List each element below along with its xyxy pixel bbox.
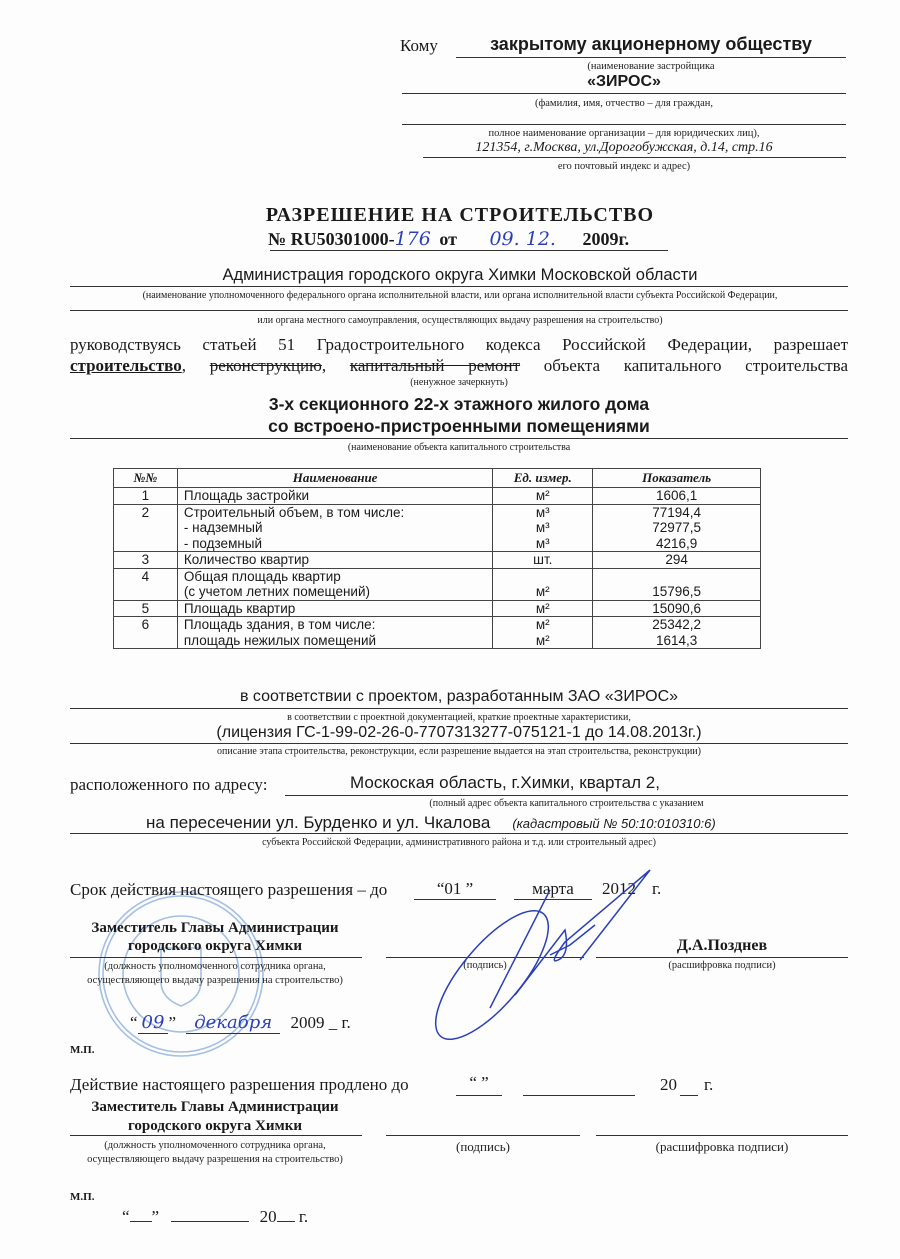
row-name: Площадь квартир <box>177 600 492 617</box>
option-repair-struck: капитальный ремонт <box>349 356 521 375</box>
extension-position-caption: (должность уполномоченного сотрудника органа, осуществляющего выдачу разрешения на строительство) <box>87 1140 343 1165</box>
extension-name-field[interactable] <box>596 1135 848 1136</box>
object-name-caption: (наименование объекта капитального строительства <box>347 442 571 453</box>
extension-date-year-field[interactable] <box>277 1207 295 1222</box>
extension-date-year-prefix: 20 <box>259 1207 277 1226</box>
address-line-2 <box>70 813 848 833</box>
row-unit: м² <box>493 600 593 617</box>
row-number: 3 <box>114 552 178 569</box>
recipient-address: 121354, г.Москва, ул.Дорогобужская, д.14, стр.16 <box>475 140 773 155</box>
extension-month-field[interactable] <box>523 1095 635 1096</box>
issue-date: “ 09 ” декабря 2009 _ г. <box>130 1012 351 1033</box>
extension-position-line2: городского округа Химки <box>127 1118 303 1134</box>
extension-date: “ ” 20 г. <box>122 1207 309 1226</box>
address-caption-2: субъекта Российской Федерации, административного района и т.д. или строительный адрес) <box>262 837 656 848</box>
extension-signature-caption: (подпись) <box>456 1139 510 1154</box>
signatory-name-caption: (расшифровка подписи) <box>668 960 776 971</box>
validity-label: Срок действия настоящего разрешения – до <box>70 880 388 899</box>
extension-name-caption: (расшифровка подписи) <box>655 1139 789 1154</box>
object-parameters-table <box>113 468 761 649</box>
table-row <box>114 488 761 505</box>
table-row <box>114 600 761 617</box>
table-header-row <box>114 469 761 488</box>
row-value: 1606,1 <box>593 488 761 505</box>
date-from-label: от <box>439 229 457 249</box>
option-reconstruction-struck: реконструкцию <box>209 356 322 375</box>
signatory-position-line2: городского округа Химки <box>127 938 303 954</box>
row-number: 5 <box>114 600 178 617</box>
address-label: расположенного по адресу: <box>70 775 268 794</box>
extension-year-suffix: г. <box>704 1075 714 1094</box>
signatory-position-caption: (должность уполномоченного сотрудника органа, осуществляющего выдачу разрешения на строительство) <box>87 961 343 986</box>
option-construction: строительство <box>70 356 182 375</box>
row-unit: м² <box>493 488 593 505</box>
validity-month: марта <box>532 879 574 898</box>
extension-date-day-field[interactable] <box>130 1207 152 1222</box>
issue-day-handwritten: 09 <box>138 1012 169 1034</box>
extension-label: Действие настоящего разрешения продлено до <box>70 1075 409 1094</box>
row-name: Общая площадь квартир (с учетом летних помещений) <box>177 568 492 600</box>
extension-year-prefix: 20 <box>660 1075 677 1094</box>
extension-day: “ ” <box>469 1073 489 1092</box>
recipient-name-line2: «ЗИРОС» <box>587 73 661 90</box>
permit-number <box>268 228 629 250</box>
row-number: 4 <box>114 568 178 600</box>
project-license: (лицензия ГС-1-99-02-26-0-7707313277-075121-1 до 14.08.2013г.) <box>216 724 702 741</box>
project-line-1: в соответствии с проектом, разработанным ЗАО «ЗИРОС» <box>239 688 679 705</box>
header-value: Показатель <box>593 469 761 488</box>
validity-day: “01 ” <box>436 879 474 898</box>
extension-signature-field[interactable] <box>386 1135 580 1136</box>
permit-date-handwritten: 09. 12. <box>489 228 556 250</box>
table-row <box>114 504 761 552</box>
row-value: 77194,4 72977,5 4216,9 <box>593 504 761 552</box>
address-line-1: Москоская область, г.Химки, квартал 2, <box>350 773 660 792</box>
caption-org-name: полное наименование организации – для юридических лиц), <box>488 128 760 139</box>
recipient-name-line1: закрытому акционерному обществу <box>490 34 812 54</box>
signatory-position-line1: Заместитель Главы Администрации <box>91 920 339 936</box>
row-name: Количество квартир <box>177 552 492 569</box>
extension-date-month-field[interactable] <box>171 1207 249 1222</box>
row-value: 15796,5 <box>593 568 761 600</box>
signature-caption: (подпись) <box>463 960 507 971</box>
permission-line-2-tail: объекта капитального строительства <box>543 356 848 375</box>
signatory-name: Д.А.Позднев <box>676 937 768 954</box>
permission-line-1: руководствуясь статьей 51 Градостроительного кодекса Российской Федерации, разрешает <box>70 335 848 354</box>
row-value: 25342,2 1614,3 <box>593 617 761 649</box>
row-unit: шт. <box>493 552 593 569</box>
extension-position-line1: Заместитель Главы Администрации <box>91 1099 339 1115</box>
row-value: 15090,6 <box>593 600 761 617</box>
table-row <box>114 552 761 569</box>
header-number: №№ <box>114 469 178 488</box>
validity-year-suffix: г. <box>652 879 662 898</box>
issue-year: 2009 <box>290 1013 325 1032</box>
caption-citizen-name: (фамилия, имя, отчество – для граждан, <box>534 98 714 109</box>
issue-year-suffix: г. <box>341 1013 351 1032</box>
row-unit: м² <box>493 568 593 600</box>
object-name-line2: со встроено-пристроенными помещениями <box>268 416 650 436</box>
object-name-line1: 3-х секционного 22-х этажного жилого дома <box>268 394 650 414</box>
strike-instruction-caption: (ненужное зачеркнуть) <box>410 377 508 388</box>
address-intersection: на пересечении ул. Бурденко и ул. Чкалова <box>146 813 491 832</box>
row-unit: м² м² <box>493 617 593 649</box>
caption-postal-address: его почтовый индекс и адрес) <box>557 161 691 172</box>
permit-number-handwritten: 176 <box>394 228 431 250</box>
seal-label: М.П. <box>70 1044 95 1056</box>
row-unit: м³ м³ м³ <box>493 504 593 552</box>
document-title: РАЗРЕШЕНИЕ НА СТРОИТЕЛЬСТВО <box>265 204 655 226</box>
issue-month-handwritten: декабря <box>186 1012 280 1034</box>
authority-name: Администрация городского округа Химки Московской области <box>222 266 698 284</box>
authority-caption-2: или органа местного самоуправления, осуществляющих выдачу разрешения на строительство) <box>257 315 663 326</box>
row-value: 294 <box>593 552 761 569</box>
row-name: Площадь застройки <box>177 488 492 505</box>
header-unit: Ед. измер. <box>493 469 593 488</box>
row-name: Площадь здания, в том числе: площадь нежилых помещений <box>177 617 492 649</box>
project-caption-1: в соответствии с проектной документацией, краткие проектные характеристики, <box>287 712 631 723</box>
cadastral-number: (кадастровый № 50:10:010310:6) <box>512 816 716 831</box>
extension-seal-label: М.П. <box>70 1191 95 1203</box>
row-number: 6 <box>114 617 178 649</box>
to-label: Кому <box>400 36 438 55</box>
address-caption-1: (полный адрес объекта капитального строительства с указанием <box>429 798 704 809</box>
handwritten-signature <box>420 860 660 1050</box>
authority-caption-1: (наименование уполномоченного федерального органа исполнительной власти, или органа исполнительной власти субъекта Российской Федерации, <box>142 290 778 301</box>
row-number: 1 <box>114 488 178 505</box>
permission-line-2: строительство, реконструкцию, капитальный ремонт объекта капитального строительства <box>70 356 848 375</box>
extension-date-suffix: г. <box>298 1207 309 1226</box>
table-row <box>114 617 761 649</box>
row-number: 2 <box>114 504 178 552</box>
table-row <box>114 568 761 600</box>
permit-year: 2009г. <box>582 229 630 249</box>
validity-year: 2012 <box>602 879 636 898</box>
caption-developer-name: (наименование застройщика <box>587 61 715 72</box>
permit-number-prefix: № RU50301000- <box>268 229 395 249</box>
row-name: Строительный объем, в том числе: - надземный - подземный <box>177 504 492 552</box>
project-caption-2: описание этапа строительства, реконструкции, если разрешение выдается на этап строительства, реконструкции) <box>217 746 701 757</box>
header-name: Наименование <box>177 469 492 488</box>
